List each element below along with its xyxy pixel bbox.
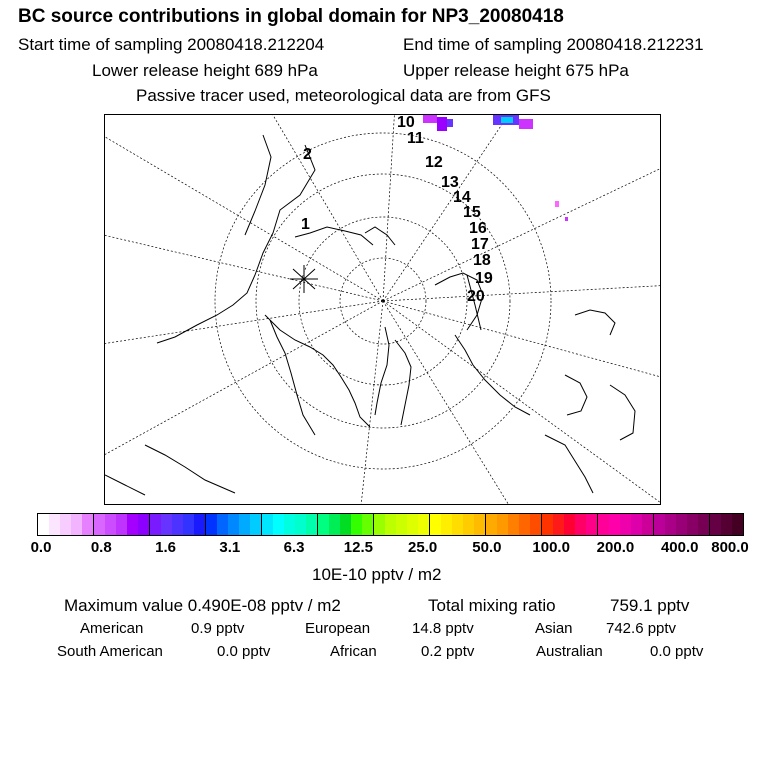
total-mixing-ratio-label: Total mixing ratio — [428, 596, 556, 615]
trajectory-label: 10 — [397, 115, 415, 131]
colorbar-cell — [430, 514, 441, 535]
region-name: Australian — [536, 643, 603, 660]
trajectory-label: 18 — [473, 252, 491, 269]
colorbar-cell — [239, 514, 250, 535]
region-name: European — [305, 620, 371, 637]
colorbar-cell — [71, 514, 82, 535]
colorbar-cell — [150, 514, 161, 535]
meridian — [267, 115, 383, 301]
colorbar-cell — [508, 514, 519, 535]
colorbar-cell — [519, 514, 530, 535]
trajectory-label: 16 — [469, 220, 487, 237]
colorbar-cell — [116, 514, 127, 535]
colorbar-cell — [665, 514, 676, 535]
colorbar-cell — [721, 514, 732, 535]
colorbar-cell — [82, 514, 94, 535]
coastline — [610, 385, 635, 440]
meridian — [360, 301, 383, 505]
coastline — [395, 340, 411, 425]
coastline — [565, 375, 587, 415]
colorbar-cell — [306, 514, 318, 535]
plume-cell — [423, 115, 437, 123]
trajectory-label: 15 — [463, 204, 481, 221]
region-name: Asian — [535, 620, 573, 637]
colorbar-cell — [452, 514, 463, 535]
trajectory-labels — [301, 115, 493, 305]
colorbar-cell — [284, 514, 295, 535]
colorbar-cell — [396, 514, 407, 535]
total-mixing-ratio-value: 759.1 pptv — [610, 596, 690, 615]
colorbar-cell — [362, 514, 374, 535]
colorbar-cell — [351, 514, 362, 535]
colorbar-cell — [127, 514, 138, 535]
tracer-note: Passive tracer used, meteorological data are from GFS — [136, 86, 551, 105]
colorbar-cell — [138, 514, 150, 535]
colorbar-cell — [295, 514, 306, 535]
trajectory-label: 1 — [301, 216, 310, 233]
coastline — [455, 335, 530, 415]
meridian — [105, 301, 383, 460]
colorbar-cell — [262, 514, 273, 535]
region-value: 0.0 pptv — [650, 643, 704, 660]
colorbar-cell — [553, 514, 564, 535]
colorbar-cell — [530, 514, 542, 535]
coastlines — [105, 135, 635, 495]
colorbar-cell — [620, 514, 631, 535]
colorbar-cell — [60, 514, 71, 535]
colorbar-cell — [497, 514, 508, 535]
colorbar-cell — [542, 514, 553, 535]
plume-cell — [519, 119, 533, 129]
colorbar-cell — [385, 514, 396, 535]
graticule — [105, 115, 661, 505]
end-time: End time of sampling 20080418.212231 — [403, 35, 704, 54]
plume-cell — [437, 117, 447, 131]
colorbar-cell — [206, 514, 217, 535]
colorbar-cell — [228, 514, 239, 535]
region-name: African — [330, 643, 377, 660]
colorbar-cell — [710, 514, 721, 535]
colorbar-cell — [172, 514, 183, 535]
colorbar-cell — [273, 514, 284, 535]
colorbar-cell — [586, 514, 598, 535]
region-value: 0.9 pptv — [191, 620, 245, 637]
start-time: Start time of sampling 20080418.212204 — [18, 35, 325, 54]
lower-release-height: Lower release height 689 hPa — [92, 61, 318, 80]
colorbar-cell — [94, 514, 105, 535]
trajectory-label: 11 — [407, 130, 424, 147]
colorbar-tick-label: 50.0 — [472, 539, 502, 556]
coastline — [545, 435, 593, 493]
region-name: South American — [57, 643, 163, 660]
colorbar-cell — [250, 514, 262, 535]
trajectory-label: 20 — [467, 288, 485, 305]
colorbar-cell — [49, 514, 60, 535]
colorbar-cell — [194, 514, 206, 535]
colorbar-cell — [463, 514, 474, 535]
meridian — [383, 115, 515, 301]
trajectory-label: 13 — [441, 174, 459, 191]
polar-map — [104, 114, 661, 505]
colorbar-cell — [161, 514, 172, 535]
plume-cell — [555, 201, 559, 207]
colorbar-tick-label: 200.0 — [596, 539, 635, 556]
colorbar-cell — [676, 514, 687, 535]
colorbar-cell — [564, 514, 575, 535]
colorbar-tick-label: 12.5 — [343, 539, 373, 556]
colorbar-cell — [486, 514, 497, 535]
trajectory-label: 19 — [475, 270, 493, 287]
meridian — [383, 115, 395, 301]
colorbar-cell — [105, 514, 116, 535]
maximum-value: Maximum value 0.490E-08 pptv / m2 — [64, 596, 341, 615]
concentration-plume — [423, 115, 568, 221]
colorbar-cell — [575, 514, 586, 535]
colorbar-cell — [340, 514, 351, 535]
trajectory-label: 2 — [303, 146, 312, 163]
colorbar-tick-label: 100.0 — [532, 539, 570, 556]
region-value: 0.2 pptv — [421, 643, 475, 660]
colorbar-cell — [598, 514, 609, 535]
colorbar-tick-label: 6.3 — [283, 539, 305, 556]
region-name: American — [80, 620, 144, 637]
colorbar-cell — [407, 514, 418, 535]
region-value: 14.8 pptv — [412, 620, 474, 637]
colorbar-cell — [698, 514, 710, 535]
colorbar-cell — [38, 514, 49, 535]
colorbar-cell — [687, 514, 698, 535]
coastline — [105, 475, 145, 495]
colorbar-tick-label: 3.1 — [219, 539, 241, 556]
meridian — [105, 131, 383, 301]
plot-title: BC source contributions in global domain for NP3_20080418 — [18, 6, 564, 27]
upper-release-height: Upper release height 675 hPa — [403, 61, 629, 80]
coastline — [375, 327, 389, 415]
meridian — [383, 163, 661, 301]
meridian — [383, 301, 661, 505]
meridian — [105, 301, 383, 345]
trajectory-label: 12 — [425, 154, 443, 171]
plume-cell — [447, 119, 453, 127]
colorbar-cell — [642, 514, 654, 535]
colorbar-tick-label: 800.0 — [711, 539, 749, 556]
coastline — [157, 145, 315, 343]
colorbar-tick-label: 0.0 — [30, 539, 52, 556]
colorbar — [37, 513, 744, 536]
region-value: 742.6 pptv — [606, 620, 677, 637]
coastline — [575, 310, 615, 335]
trajectory-label: 14 — [453, 189, 471, 206]
colorbar-cell — [183, 514, 194, 535]
colorbar-tick-label: 25.0 — [408, 539, 438, 556]
colorbar-cell — [609, 514, 620, 535]
coastline — [270, 320, 315, 435]
plume-cell — [565, 217, 568, 221]
receptor-asterisk — [290, 265, 318, 293]
colorbar-unit: 10E-10 pptv / m2 — [312, 565, 442, 584]
plume-cell — [501, 117, 513, 123]
trajectory-label: 17 — [471, 236, 489, 253]
colorbar-cell — [418, 514, 430, 535]
colorbar-cell — [217, 514, 228, 535]
colorbar-tick-label: 1.6 — [155, 539, 176, 556]
colorbar-tick-label: 400.0 — [660, 539, 699, 556]
region-value: 0.0 pptv — [217, 643, 271, 660]
colorbar-cell — [654, 514, 665, 535]
colorbar-cell — [374, 514, 385, 535]
coastline — [245, 135, 271, 235]
meridian — [383, 301, 661, 380]
colorbar-cell — [474, 514, 486, 535]
meridian — [383, 285, 661, 301]
colorbar-cell — [441, 514, 452, 535]
colorbar-cell — [318, 514, 329, 535]
map-svg — [105, 115, 661, 505]
colorbar-cell — [732, 514, 743, 535]
colorbar-cell — [631, 514, 642, 535]
coastline — [145, 445, 235, 493]
colorbar-tick-label: 0.8 — [90, 539, 112, 556]
colorbar-cell — [329, 514, 340, 535]
